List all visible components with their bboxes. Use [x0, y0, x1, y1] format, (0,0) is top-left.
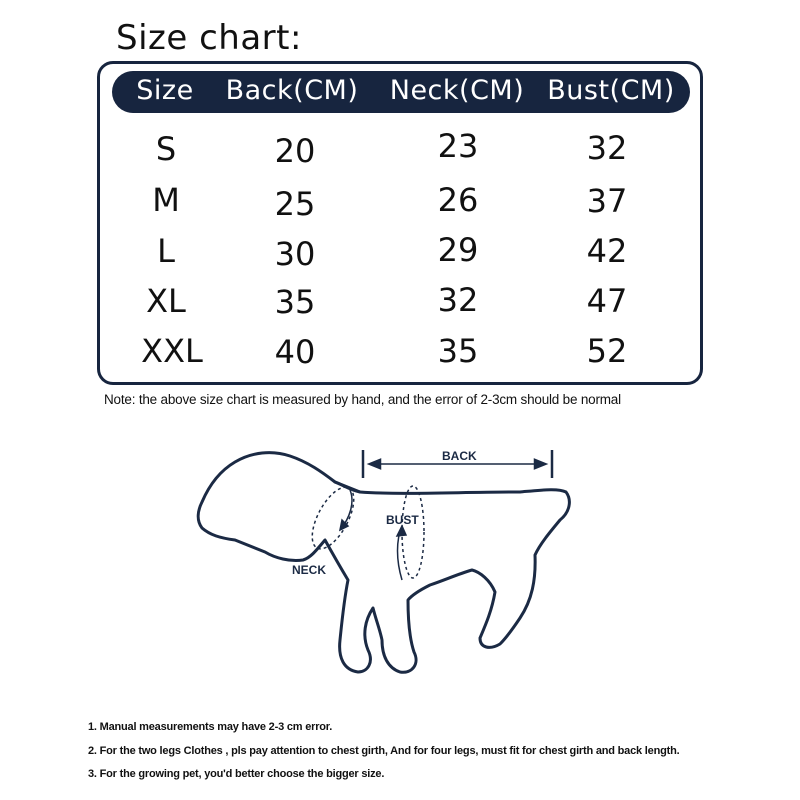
tip-1: 1. Manual measurements may have 2-3 cm error. [88, 721, 333, 733]
neck-label: NECK [292, 563, 327, 577]
bust-label: BUST [386, 513, 419, 527]
bust-cell: 37 [586, 182, 628, 220]
size-cell: M [152, 181, 180, 219]
bust-cell: 47 [586, 282, 628, 320]
size-cell: XL [146, 282, 186, 320]
back-label: BACK [442, 449, 477, 463]
header-size: Size [136, 75, 194, 106]
back-cell: 40 [274, 333, 316, 371]
neck-cell: 35 [437, 332, 479, 370]
header-back: Back(CM) [225, 75, 359, 106]
size-chart-title: Size chart: [116, 18, 302, 58]
back-cell: 35 [274, 283, 316, 321]
size-chart-table [97, 61, 703, 385]
dog-outline [198, 453, 569, 673]
neck-cell: 32 [437, 281, 479, 319]
header-bust: Bust(CM) [547, 75, 675, 106]
neck-cell: 26 [437, 181, 479, 219]
tip-3: 3. For the growing pet, you'd better choose the bigger size. [88, 768, 385, 780]
size-cell: S [155, 130, 177, 168]
bust-cell: 42 [586, 232, 628, 270]
neck-cell: 29 [437, 231, 479, 269]
back-cell: 20 [274, 132, 316, 170]
size-cell: XXL [141, 332, 203, 370]
bust-measure-loop [397, 486, 424, 580]
neck-cell: 23 [437, 127, 479, 165]
bust-cell: 52 [586, 332, 628, 370]
back-cell: 25 [274, 185, 316, 223]
table-header [112, 71, 690, 113]
dog-measurement-diagram [190, 440, 610, 685]
size-cell: L [157, 232, 175, 270]
header-neck: Neck(CM) [389, 75, 525, 106]
bust-cell: 32 [586, 129, 628, 167]
measurement-note: Note: the above size chart is measured by hand, and the error of 2-3cm should be normal [104, 392, 621, 407]
neck-measure-loop [304, 481, 362, 555]
back-cell: 30 [274, 235, 316, 273]
tip-2: 2. For the two legs Clothes , pls pay attention to chest girth, And for four legs, must fit for chest girth and back length. [88, 745, 680, 757]
